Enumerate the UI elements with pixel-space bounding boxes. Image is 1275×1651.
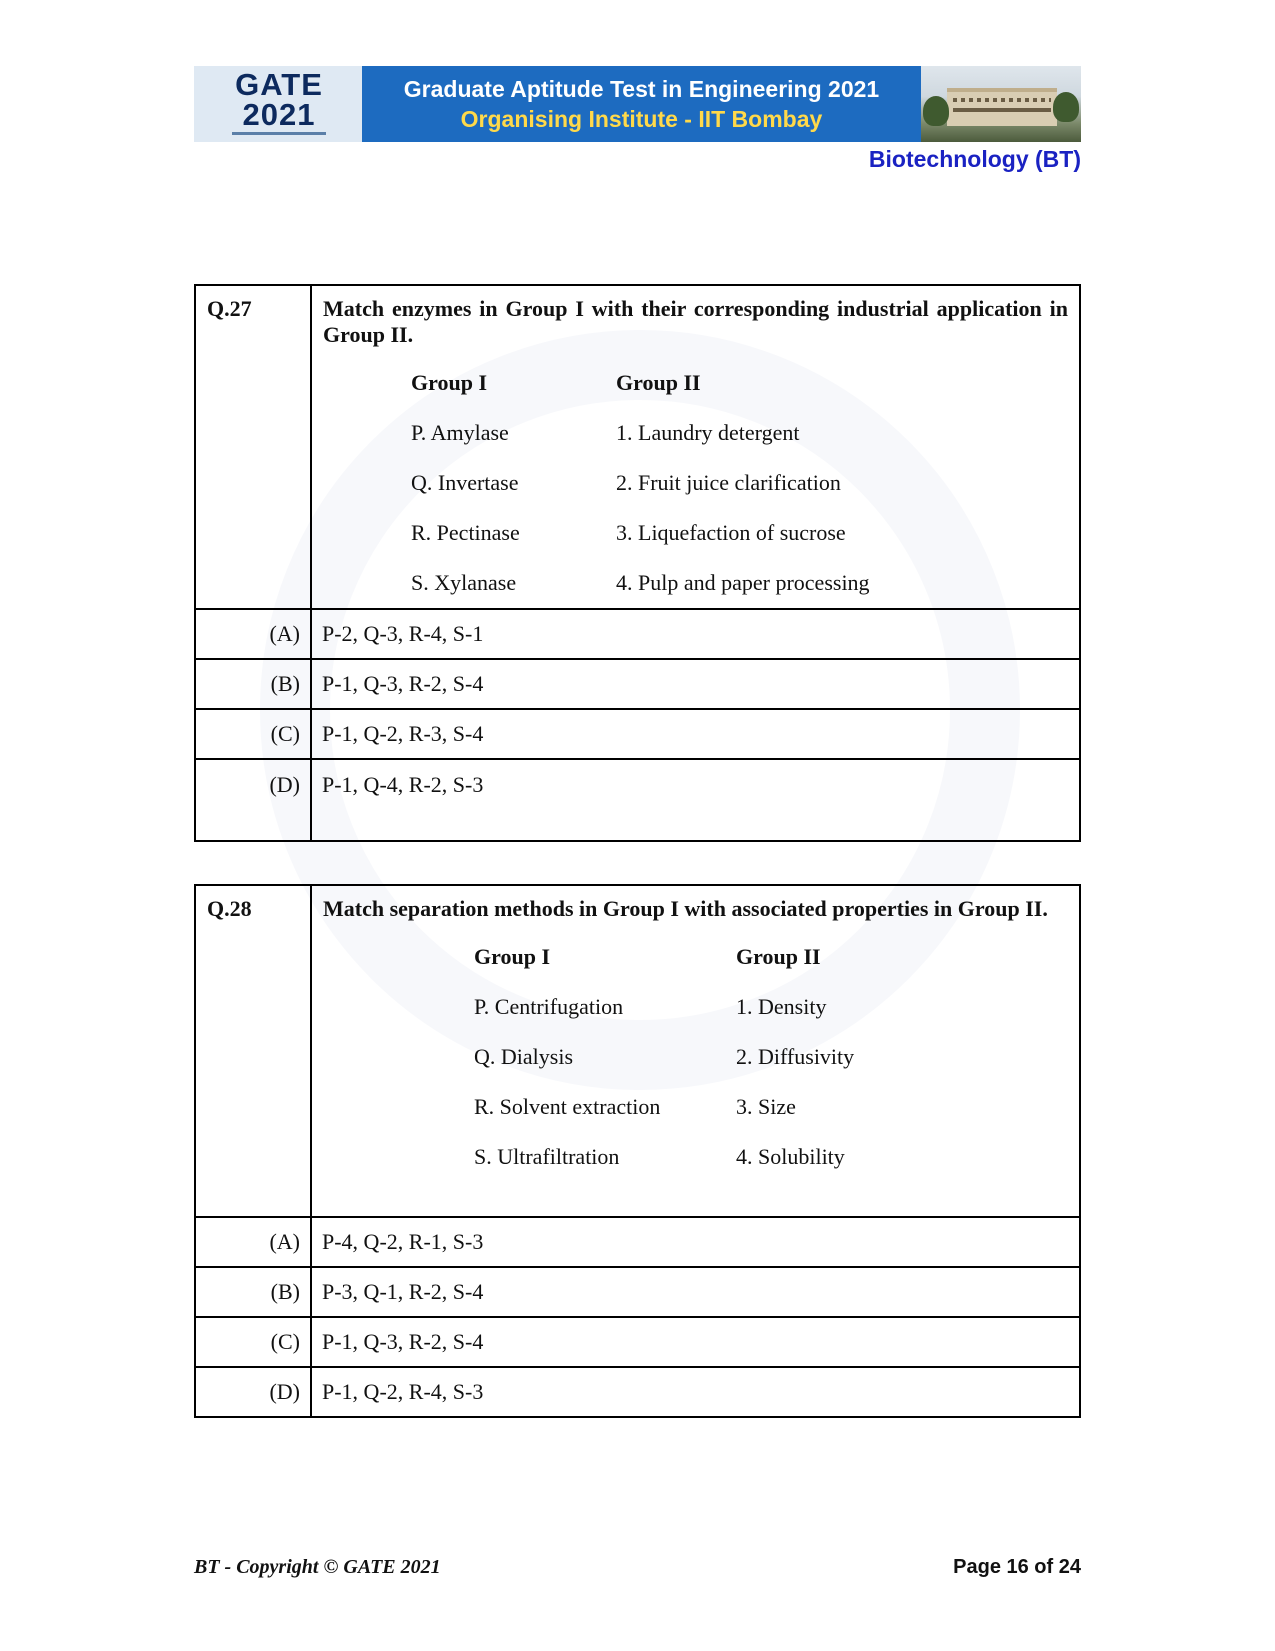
- option-label: (D): [195, 1367, 311, 1417]
- header-banner: [194, 66, 1081, 142]
- group2-item: 3. Liquefaction of sucrose: [616, 520, 846, 545]
- tree-shape: [923, 96, 949, 126]
- question-table-28: [194, 884, 1081, 1418]
- group2-item: 3. Size: [736, 1094, 796, 1119]
- campus-photo: [921, 66, 1081, 142]
- matching-groups: [474, 932, 1068, 1182]
- option-text: P-3, Q-1, R-2, S-4: [311, 1267, 1080, 1317]
- group1-item: S. Xylanase: [411, 570, 517, 595]
- group2-item: 2. Diffusivity: [736, 1044, 855, 1069]
- option-label: (C): [195, 709, 311, 759]
- tree-shape: [1053, 92, 1079, 122]
- banner-subtitle: Organising Institute - IIT Bombay: [460, 106, 823, 132]
- option-label: (A): [195, 609, 311, 659]
- option-text: P-1, Q-3, R-2, S-4: [311, 1317, 1080, 1367]
- option-label: (C): [195, 1317, 311, 1367]
- option-row: [195, 1217, 1080, 1267]
- option-row: [195, 659, 1080, 709]
- page-current: 16: [1006, 1556, 1029, 1578]
- group2-item: 4. Solubility: [736, 1144, 845, 1169]
- building-shape: [947, 88, 1057, 126]
- question-table-27: [194, 284, 1081, 842]
- group2-heading: Group II: [616, 370, 701, 395]
- page-suffix: of 24: [1028, 1556, 1081, 1578]
- question-number: Q.28: [195, 885, 311, 1217]
- group2-item: 4. Pulp and paper processing: [616, 570, 870, 595]
- option-text: P-1, Q-3, R-2, S-4: [311, 659, 1080, 709]
- option-row: [195, 1317, 1080, 1367]
- logo-tagline-mark: [232, 132, 326, 135]
- gate-logo: [194, 66, 362, 142]
- option-text: P-2, Q-3, R-4, S-1: [311, 609, 1080, 659]
- footer-page-number: [953, 1556, 1081, 1579]
- group1-item: R. Solvent extraction: [474, 1094, 661, 1119]
- question-stem-cell: [311, 285, 1080, 609]
- group1-item: P. Amylase: [411, 420, 509, 445]
- option-row: [195, 709, 1080, 759]
- option-label: (B): [195, 659, 311, 709]
- group2-item: 2. Fruit juice clarification: [616, 470, 841, 495]
- group1-item: P. Centrifugation: [474, 994, 624, 1019]
- question-number: Q.27: [195, 285, 311, 609]
- group1-item: S. Ultrafiltration: [474, 1144, 620, 1169]
- option-label: (A): [195, 1217, 311, 1267]
- option-row: [195, 759, 1080, 841]
- banner-title: Graduate Aptitude Test in Engineering 2021: [403, 76, 880, 102]
- option-row: [195, 1267, 1080, 1317]
- group2-item: 1. Density: [736, 994, 827, 1019]
- title-band: [362, 66, 921, 142]
- group2-heading: Group II: [736, 944, 821, 969]
- footer-copyright: BT - Copyright © GATE 2021: [194, 1556, 441, 1578]
- question-stem-cell: [311, 885, 1080, 1217]
- group2-item: 1. Laundry detergent: [616, 420, 800, 445]
- group1-item: Q. Invertase: [411, 470, 519, 495]
- group1-item: Q. Dialysis: [474, 1044, 573, 1069]
- group1-item: R. Pectinase: [411, 520, 520, 545]
- subject-title: Biotechnology (BT): [868, 146, 1081, 172]
- option-text: P-1, Q-4, R-2, S-3: [311, 759, 1080, 841]
- matching-groups: [411, 358, 1068, 608]
- option-row: [195, 1367, 1080, 1417]
- option-label: (B): [195, 1267, 311, 1317]
- logo-text: GATE 2021: [235, 67, 323, 132]
- page-prefix: Page: [953, 1556, 1007, 1578]
- question-stem: Match enzymes in Group I with their corresponding industrial application in Group II.: [323, 296, 1068, 347]
- option-label: (D): [195, 759, 311, 841]
- option-text: P-1, Q-2, R-3, S-4: [311, 709, 1080, 759]
- option-row: [195, 609, 1080, 659]
- group1-heading: Group I: [411, 370, 488, 395]
- question-stem: Match separation methods in Group I with associated properties in Group II.: [323, 896, 1048, 921]
- option-text: P-4, Q-2, R-1, S-3: [311, 1217, 1080, 1267]
- option-text: P-1, Q-2, R-4, S-3: [311, 1367, 1080, 1417]
- group1-heading: Group I: [474, 944, 551, 969]
